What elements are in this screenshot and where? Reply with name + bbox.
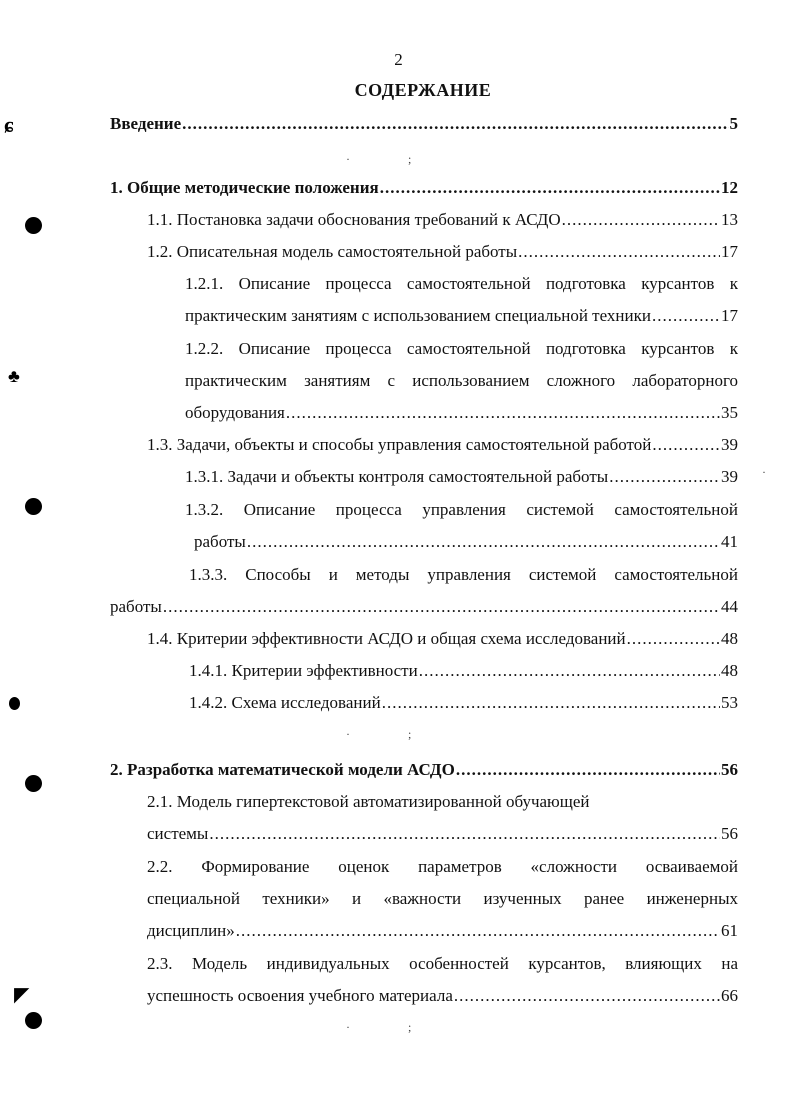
leader-dots <box>419 660 720 682</box>
punch-hole-icon <box>25 1012 42 1029</box>
scan-speck: · <box>346 1020 350 1034</box>
toc-label: 1.1. Постановка задачи обоснования требований к АСДО <box>147 210 561 229</box>
toc-label: успешность освоения учебного материала <box>147 986 453 1005</box>
toc-entry-2-3-line1[interactable]: 2.3. Модель индивидуальных особенностей курсантов, влияющих на <box>147 954 738 973</box>
punch-hole-icon <box>25 217 42 234</box>
toc-page: 41 <box>721 532 738 551</box>
margin-mark-icon: ɕ <box>4 112 14 137</box>
scan-speck: · <box>346 152 350 166</box>
page-number: 2 <box>394 50 403 69</box>
toc-page: 48 <box>721 661 738 680</box>
toc-label: работы <box>194 532 246 551</box>
toc-entry-1-4-1[interactable] <box>189 660 738 682</box>
toc-entry-1-2-1-line1[interactable]: 1.2.1. Описание процесса самостоятельной подготовка курсантов к <box>185 274 738 293</box>
toc-entry-1-3-3-line1[interactable]: 1.3.3. Способы и методы управления системой самостоятельной <box>189 565 738 584</box>
leader-dots <box>163 596 720 618</box>
toc-entry-2-2[interactable] <box>147 920 738 942</box>
leader-dots <box>236 920 720 942</box>
toc-label: 1.3.1. Задачи и объекты контроля самостоятельной работы <box>185 467 609 486</box>
toc-entry-1-2-2-line1[interactable]: 1.2.2. Описание процесса самостоятельной подготовка курсантов к <box>185 339 738 358</box>
leader-dots <box>382 692 720 714</box>
toc-label: 1.4.1. Критерии эффективности <box>189 661 418 680</box>
page-title: СОДЕРЖАНИЕ <box>354 80 492 100</box>
toc-entry-1-2-2[interactable] <box>185 402 738 424</box>
toc-label: работы <box>110 597 162 616</box>
toc-entry-2-2-line1[interactable]: 2.2. Формирование оценок параметров «сложности осваиваемой <box>147 857 738 876</box>
leader-dots <box>454 985 720 1007</box>
toc-entry-1-3-1[interactable] <box>185 466 738 488</box>
toc-page: 53 <box>721 693 738 712</box>
toc-entry-2-1[interactable] <box>147 823 738 845</box>
toc-page: 56 <box>721 824 738 843</box>
toc-page: 39 <box>721 435 738 454</box>
scan-speck: · <box>762 465 766 479</box>
leader-dots <box>627 628 720 650</box>
toc-label: дисциплин» <box>147 921 235 940</box>
toc-entry-1-4-2[interactable] <box>189 692 738 714</box>
toc-entry-2-3[interactable] <box>147 985 738 1007</box>
leader-dots <box>562 209 720 231</box>
toc-entry-1-1[interactable] <box>147 209 738 231</box>
punch-hole-icon <box>25 775 42 792</box>
leader-dots <box>652 434 720 456</box>
toc-entry-1-2[interactable] <box>147 241 738 263</box>
toc-page: 44 <box>721 597 738 616</box>
toc-entry-1-3-3[interactable] <box>110 596 738 618</box>
toc-entry-2-1-line1[interactable]: 2.1. Модель гипертекстовой автоматизированной обучающей <box>147 792 590 811</box>
leader-dots <box>609 466 720 488</box>
toc-page: 12 <box>721 178 738 197</box>
toc-page: 17 <box>721 242 738 261</box>
scan-speck: ; <box>408 152 412 166</box>
toc-entry-1-3[interactable] <box>147 434 738 456</box>
toc-page: 17 <box>721 306 738 325</box>
leader-dots <box>247 531 720 553</box>
toc-entry-1-3-2-line1[interactable]: 1.3.2. Описание процесса управления системой самостоятельной <box>185 500 738 519</box>
toc-page: 35 <box>721 403 738 422</box>
toc-page: 66 <box>721 986 738 1005</box>
toc-label: оборудования <box>185 403 285 422</box>
toc-label: 1.2. Описательная модель самостоятельной работы <box>147 242 518 261</box>
toc-label: 1.3. Задачи, объекты и способы управления самостоятельной работой <box>147 435 652 454</box>
toc-page: 61 <box>721 921 738 940</box>
toc-label: практическим занятиям с использованием специальной техники <box>185 306 651 325</box>
toc-page: 48 <box>721 629 738 648</box>
scan-speck: ; <box>408 1020 412 1034</box>
leader-dots <box>182 113 728 135</box>
toc-entry-section-1[interactable] <box>110 177 738 199</box>
toc-label: 1. Общие методические положения <box>110 178 379 197</box>
toc-page: 13 <box>721 210 738 229</box>
leader-dots <box>456 759 720 781</box>
toc-label: системы <box>147 824 209 843</box>
toc-entry-1-3-2[interactable] <box>194 531 738 553</box>
punch-hole-icon <box>25 498 42 515</box>
leader-dots <box>652 305 720 327</box>
toc-entry-section-2[interactable] <box>110 759 738 781</box>
toc-label: 2. Разработка математической модели АСДО <box>110 760 455 779</box>
margin-mark-icon: ◤ <box>14 984 30 1006</box>
toc-label: 1.4. Критерии эффективности АСДО и общая схема исследований <box>147 629 626 648</box>
margin-mark-icon: ♣ <box>8 366 20 386</box>
toc-entry-intro[interactable] <box>110 113 738 135</box>
margin-mark-icon <box>9 697 20 710</box>
scan-speck: · <box>346 727 350 741</box>
toc-page: 56 <box>721 760 738 779</box>
scan-speck: ; <box>408 727 412 741</box>
toc-entry-2-2-line2[interactable]: специальной техники» и «важности изученных ранее инженерных <box>147 889 738 908</box>
leader-dots <box>518 241 720 263</box>
toc-page: 5 <box>729 114 738 133</box>
toc-label: 1.4.2. Схема исследований <box>189 693 381 712</box>
toc-page: 39 <box>721 467 738 486</box>
toc-entry-1-4[interactable] <box>147 628 738 650</box>
leader-dots <box>286 402 720 424</box>
toc-entry-1-2-2-line2[interactable]: практическим занятиям с использованием сложного лабораторного <box>185 371 738 390</box>
leader-dots <box>209 823 720 845</box>
toc-label: Введение <box>110 114 182 133</box>
leader-dots <box>380 177 720 199</box>
toc-entry-1-2-1[interactable] <box>185 305 738 327</box>
